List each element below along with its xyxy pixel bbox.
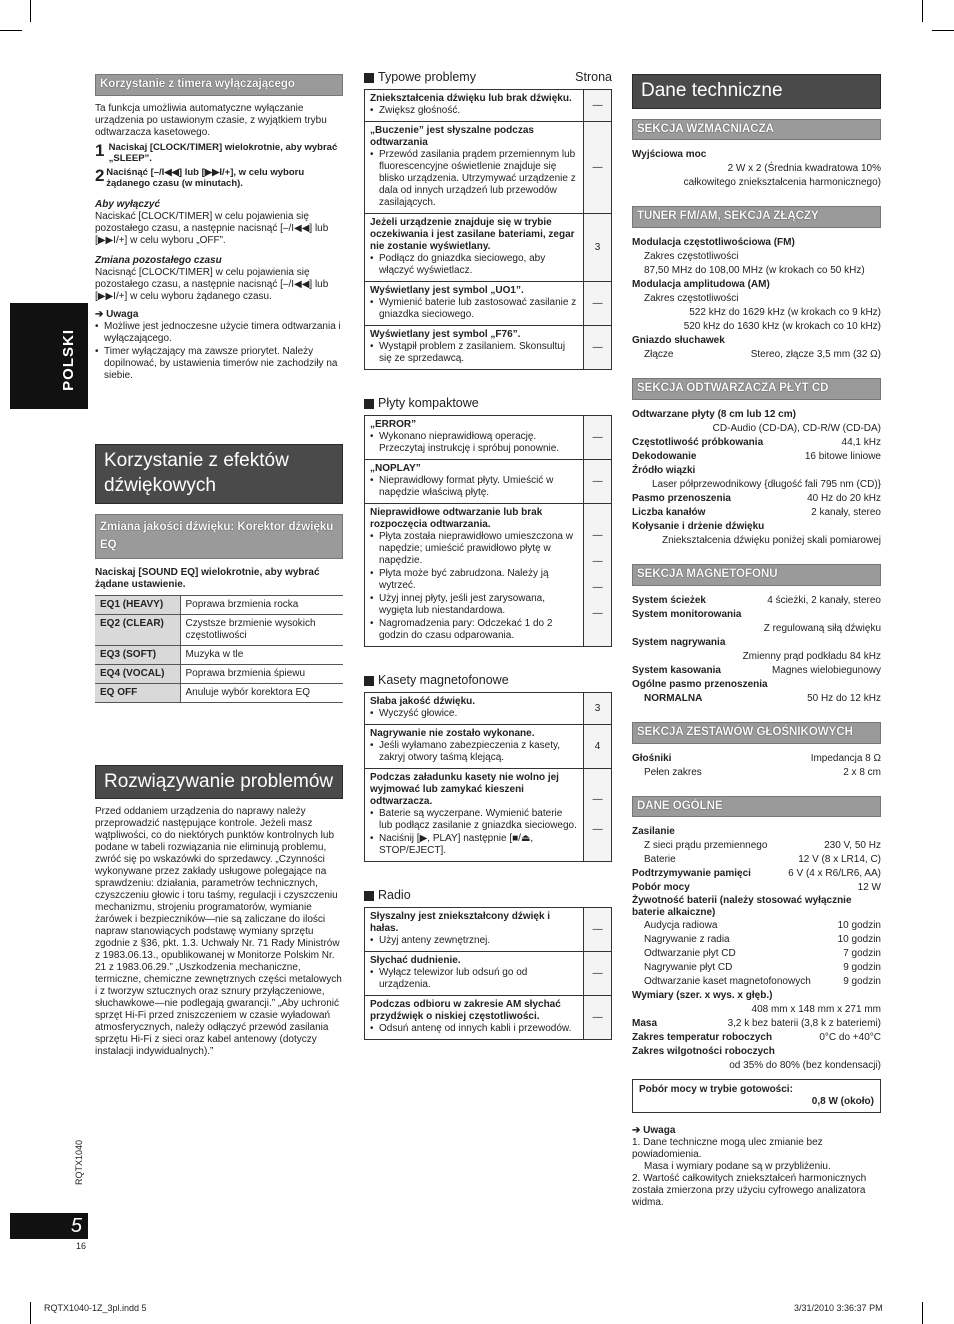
cassette-problems-table bbox=[364, 692, 612, 862]
table-row: Nagrywanie nie zostało wykonane. • Jeśli wyłamano zabezpieczenia z kasety, zakryj otwory taśmą klejącą. 4 bbox=[365, 725, 612, 769]
sub-page-number: 16 bbox=[76, 1241, 87, 1251]
typical-problems-table bbox=[364, 89, 612, 370]
table-row: Słychać dudnienie. • Wyłącz telewizor lub odsuń go od urządzenia. — bbox=[365, 952, 612, 996]
timer-change-heading: Zmiana pozostałego czasu bbox=[95, 255, 222, 267]
square-bullet-icon bbox=[364, 676, 374, 686]
table-row: Wyświetlany jest symbol „UO1”. • Wymienić baterie lub zastosować zasilanie z gniazdka sieciowego. — bbox=[365, 282, 612, 326]
table-row: „ERROR” • Wykonano nieprawidłową operację. Przeczytaj instrukcję i spróbuj ponownie. — bbox=[365, 416, 612, 460]
timer-heading: Korzystanie z timera wyłączającego bbox=[95, 74, 343, 96]
trouble-body: Przed oddaniem urządzenia do naprawy należy przeprowadzić następujące kontrole. Jeżeli masz wątpliwości, co do niektórych punktów kontrolnych lub podane w tabeli rozwiązania nie eliminują problemu, zwróć się po wskazówki do sprzedawcy. „Czynności wykonywane przez zakłady usługowe polegające na sprawdzeniu: działania, parametrów technicznych, czyszczeniu głowic i toru taśmy, regulacji i czyszczeniu mechanizmu, strojeniu programatorów, wymianie żarówek i bezpieczników—nie są zaliczane do ilości napraw stanowiących podstawę wymiany sprzętu zgodnie z §36, pkt. 1.3. Uchwały Nr. 71 Rady Ministrów z 1983.06.13., opublikowanej w Monitorze Polskim Nr. 21 z 1983.06.29.” „Uszkodzenia mechaniczne, termiczne, chemiczne zewnętrznych części metalowych i z tworzyw sztucznych oraz sznury przyłączeniowe, słuchawkowe—nie podlegają gwarancji.” „Aby uchronić sprzęt Hi-Fi przed zniszczeniem w czasie wyładowań atmosferycznych, należy odłączyć przewód zasilania sprzętu Hi-Fi z sieci oraz kabel antenowy (dotyczy instalacji indywidualnych).” bbox=[95, 806, 342, 1058]
cd-section-heading: SEKCJA ODTWARZACZA PŁYT CD bbox=[632, 378, 881, 400]
table-row: EQ4 (VOCAL) Poprawa brzmienia śpiewu bbox=[95, 664, 343, 683]
table-row: „NOPLAY” • Nieprawidłowy format płyty. Umieścić w napędzie właściwą płytę. — bbox=[365, 460, 612, 504]
timer-step-2: 2 Naciśnąć [–/I◀◀] lub [▶▶I/+], w celu wyboru żądanego czasu (w minutach). bbox=[95, 165, 305, 189]
radio-problems-heading: Radio bbox=[364, 888, 612, 903]
eq-instruction: Naciskaj [SOUND EQ] wielokrotnie, aby wybrać żądane ustawienie. bbox=[95, 566, 320, 590]
table-row: „Buczenie” jest słyszalne podczas odtwarzania • Przewód zasilania prądem przemiennym lub fluorescencyjne oświetlenie znajduje się blisko urządzenia. Utrzymywać urządzenie z dala od innych urządzeń lub przewodów zasilających. — bbox=[365, 122, 612, 214]
note-icon: ➔ bbox=[632, 1125, 644, 1137]
timer-notes: • Możliwe jest jednoczesne użycie timera odtwarzania i wyłączającego. • Timer wyłączający ma zawsze priorytet. Należy dopilnować, by ustawienia timerów nie zachodziły na siebie. bbox=[95, 321, 343, 382]
speaker-section-heading: SEKCJA ZESTAWÓW GŁOŚNIKOWYCH bbox=[632, 722, 881, 744]
cassette-problems-heading: Kasety magnetofonowe bbox=[364, 673, 612, 688]
specs-note: ➔ Uwaga bbox=[632, 1125, 676, 1137]
table-row: Zniekształcenia dźwięku lub brak dźwięku. • Zwiększ głośność. — bbox=[365, 90, 612, 122]
timer-cancel-heading: Aby wyłączyć bbox=[95, 199, 161, 211]
column-middle bbox=[364, 70, 612, 1040]
tape-section-heading: SEKCJA MAGNETOFONU bbox=[632, 564, 881, 586]
radio-problems-table bbox=[364, 907, 612, 1040]
table-row: Słaba jakość dźwięku. • Wyczyść głowice. 3 bbox=[365, 693, 612, 725]
table-row: EQ1 (HEAVY) Poprawa brzmienia rocka bbox=[95, 595, 343, 614]
table-row: Jeżeli urządzenie znajduje się w trybie oczekiwania i jest zasilane bateriami, zegar nie zostanie wyświetlany. • Podłącz do gniazdka sieciowego, aby włączyć wyświetlacz. 3 bbox=[365, 214, 612, 282]
timer-cancel-text: Naciskać [CLOCK/TIMER] w celu pojawienia się pozostałego czasu, a następnie nacisnąć [–/I◀◀] lub [▶▶I/+] w celu wyboru „OFF”. bbox=[95, 211, 329, 247]
typical-problems-heading: Typowe problemy Strona bbox=[364, 70, 612, 85]
eq-subheading: Zmiana jakości dźwięku: Korektor dźwięku EQ bbox=[95, 514, 343, 559]
footer-file: RQTX1040-1Z_3pl.indd 5 bbox=[44, 1303, 147, 1313]
effects-heading: Korzystanie z efektów dźwiękowych bbox=[95, 444, 343, 503]
table-row: Podczas odbioru w zakresie AM słychać przydźwięk o niskiej częstotliwości. • Odsuń antenę od innych kabli i przewodów. — bbox=[365, 996, 612, 1040]
doc-code: RQTX1040 bbox=[74, 1140, 84, 1186]
table-row: Wyświetlany jest symbol „F76”. • Wystąpił problem z zasilaniem. Skonsultuj się ze sprzedawcą. — bbox=[365, 326, 612, 370]
square-bullet-icon bbox=[364, 891, 374, 901]
table-row: Nieprawidłowe odtwarzanie lub brak rozpoczęcia odtwarzania. • Płyta została nieprawidłowo umieszczona w napędzie; umieścić prawidłowo płytę w napędzie. • Płyta może być zabrudzona. Należy ją wytrzeć. • Użyj innej płyty, jeśli jest zarysowana, wygięta lub niestandardowa. • Nagromadzenia pary: Odczekać 1 do 2 godzin do czasu odparowania. — — — — bbox=[365, 504, 612, 647]
column-left bbox=[95, 74, 343, 1061]
timer-change-text: Nacisnąć [CLOCK/TIMER] w celu pojawienia się pozostałego czasu, a następnie nacisnąć [–/I◀◀] lub [▶▶I/+] w celu wyboru żądanego czasu. bbox=[95, 267, 329, 303]
timer-intro: Ta funkcja umożliwia automatyczne wyłączanie urządzenia po ustawionym czasie, z wyjątkiem trybu odtwarzacza kasetowego. bbox=[95, 102, 327, 138]
trouble-heading: Rozwiązywanie problemów bbox=[95, 765, 343, 800]
specs-heading: Dane techniczne bbox=[632, 74, 881, 109]
eq-table bbox=[95, 595, 343, 703]
cd-problems-table bbox=[364, 415, 612, 647]
timer-note: ➔ Uwaga bbox=[95, 309, 139, 321]
table-row: Słyszalny jest zniekształcony dźwięk i hałas. • Użyj anteny zewnętrznej. — bbox=[365, 908, 612, 952]
timer-step-1: 1 Naciskaj [CLOCK/TIMER] wielokrotnie, aby wybrać „SLEEP”. bbox=[95, 140, 338, 165]
page-number: 5 bbox=[10, 1213, 88, 1239]
table-row: EQ2 (CLEAR) Czystsze brzmienie wysokich częstotliwości bbox=[95, 614, 343, 645]
footer-date: 3/31/2010 3:36:37 PM bbox=[794, 1303, 883, 1313]
standby-power-box: Pobór mocy w trybie gotowości: 0,8 W (około) bbox=[632, 1079, 881, 1113]
note-icon: ➔ bbox=[95, 309, 107, 321]
language-tab: POLSKI bbox=[10, 303, 88, 409]
specs-notes: 1. Dane techniczne mogą ulec zmianie bez powiadomienia. Masa i wymiary podane są w przybliżeniu. 2. Wartość całkowitych zniekształceń harmonicznych została zmierzona przy użyciu cyfrowego analizatora widma. bbox=[632, 1137, 867, 1209]
amp-section-heading: SEKCJA WZMACNIACZA bbox=[632, 119, 881, 141]
column-right: Dane techniczne SEKCJA WZMACNIACZA Wyjściowa moc 2 W x 2 (Średnia kwadratowa 10% całkowitego zniekształcenia harmonicznego) TUNER FM/AM, SEKCJA ZŁĄCZY Modulacja częstotliwościowa (FM) Zakres częstotliwości 87,50 MHz do 108,00 MHz (w krokach co 50 kHz) Modulacja amplitudowa (AM) Zakres częstotliwości 522 kHz do 1629 kHz (w krokach co 9 kHz) 520 kHz do 1630 kHz (w krokach co 10 kHz) Gniazdo słuchawek Złącze Stereo, złącze 3,5 mm (32 Ω) SEKCJA ODTWARZACZA PŁYT CD Odtwarzane płyty (8 cm lub 12 cm) CD-Audio (CD-DA), CD-R/W (CD-DA) Częstotliwość próbkowania 44,1 kHz Dekodowanie 16 bitowe liniowe Źródło wiązki Laser półprzewodnikowy {długość fali 795 nm (CD)} Pasmo przenoszenia 40 Hz do 20 kHz Liczba kanałów 2 kanały, stereo Kołysanie i drżenie dźwięku Zniekształcenia dźwięku poniżej skali pomiarowej SEKCJA MAGNETOFONU System ścieżek 4 ścieżki, 2 kanały, stereo System monitorowania Z regulowaną siłą dźwięku System nagrywania Zmienny prąd podkładu 84 kHz System kasowania Magnes wielobiegunowy Ogólne pasmo przenoszenia NORMALNA 50 Hz do 12 kHz SEKCJA ZESTAWÓW GŁOŚNIKOWYCH Głośniki Impedancja 8 Ω Pełen zakres 2 x 8 cm DANE OGÓLNE Zasilanie Z sieci prądu przemiennego 230 V, 50 Hz Baterie 12 V (8 x LR14, C) Podtrzymywanie pamięci 6 V (4 x R6/LR6, AA) Pobór mocy 12 W Żywotność baterii (należy stosować wyłącznie baterie alkaiczne) Audycja radiowa 10 godzin Nagrywanie z radia 10 godzin Odtwarzanie płyt CD 7 godzin Nagrywanie płyt CD 9 godzin Odtwarzanie kaset magnetofonowych 9 godzin Wymiary (szer. x wys. x głęb.) 408 mm x 148 mm x 271 mm Masa 3,2 k bez baterii (3,8 k z bateriemi) Zakres temperatur roboczych 0°C do +40°C Zakres wilgotności roboczych od 35% do 80% (bez kondensacji) Pobór mocy w trybie gotowości: 0,8 W (około) ➔ Uwaga 1. Dane techniczne mogą ulec zmianie bez powiadomienia. Masa i wymiary podane są w przybliżeniu. 2. Wartość całkowitych zniekształceń harmonicznych została zmierzona przy użyciu cyfrowego analizatora widma. bbox=[632, 74, 881, 1209]
table-row: EQ3 (SOFT) Muzyka w tle bbox=[95, 645, 343, 664]
cd-problems-heading: Płyty kompaktowe bbox=[364, 396, 612, 411]
general-section-heading: DANE OGÓLNE bbox=[632, 796, 881, 818]
table-row: Podczas załadunku kasety nie wolno jej wyjmować lub zamykać kieszeni odtwarzacza. • Baterie są wyczerpane. Wymienić baterie lub podłącz zasilanie z gniazdka sieciowego. • Naciśnij [▶, PLAY] następnie [■/⏏, STOP/EJECT]. — — bbox=[365, 769, 612, 862]
square-bullet-icon bbox=[364, 73, 374, 83]
table-row: EQ OFF Anuluje wybór korektora EQ bbox=[95, 683, 343, 702]
tuner-section-heading: TUNER FM/AM, SEKCJA ZŁĄCZY bbox=[632, 206, 881, 228]
square-bullet-icon bbox=[364, 399, 374, 409]
